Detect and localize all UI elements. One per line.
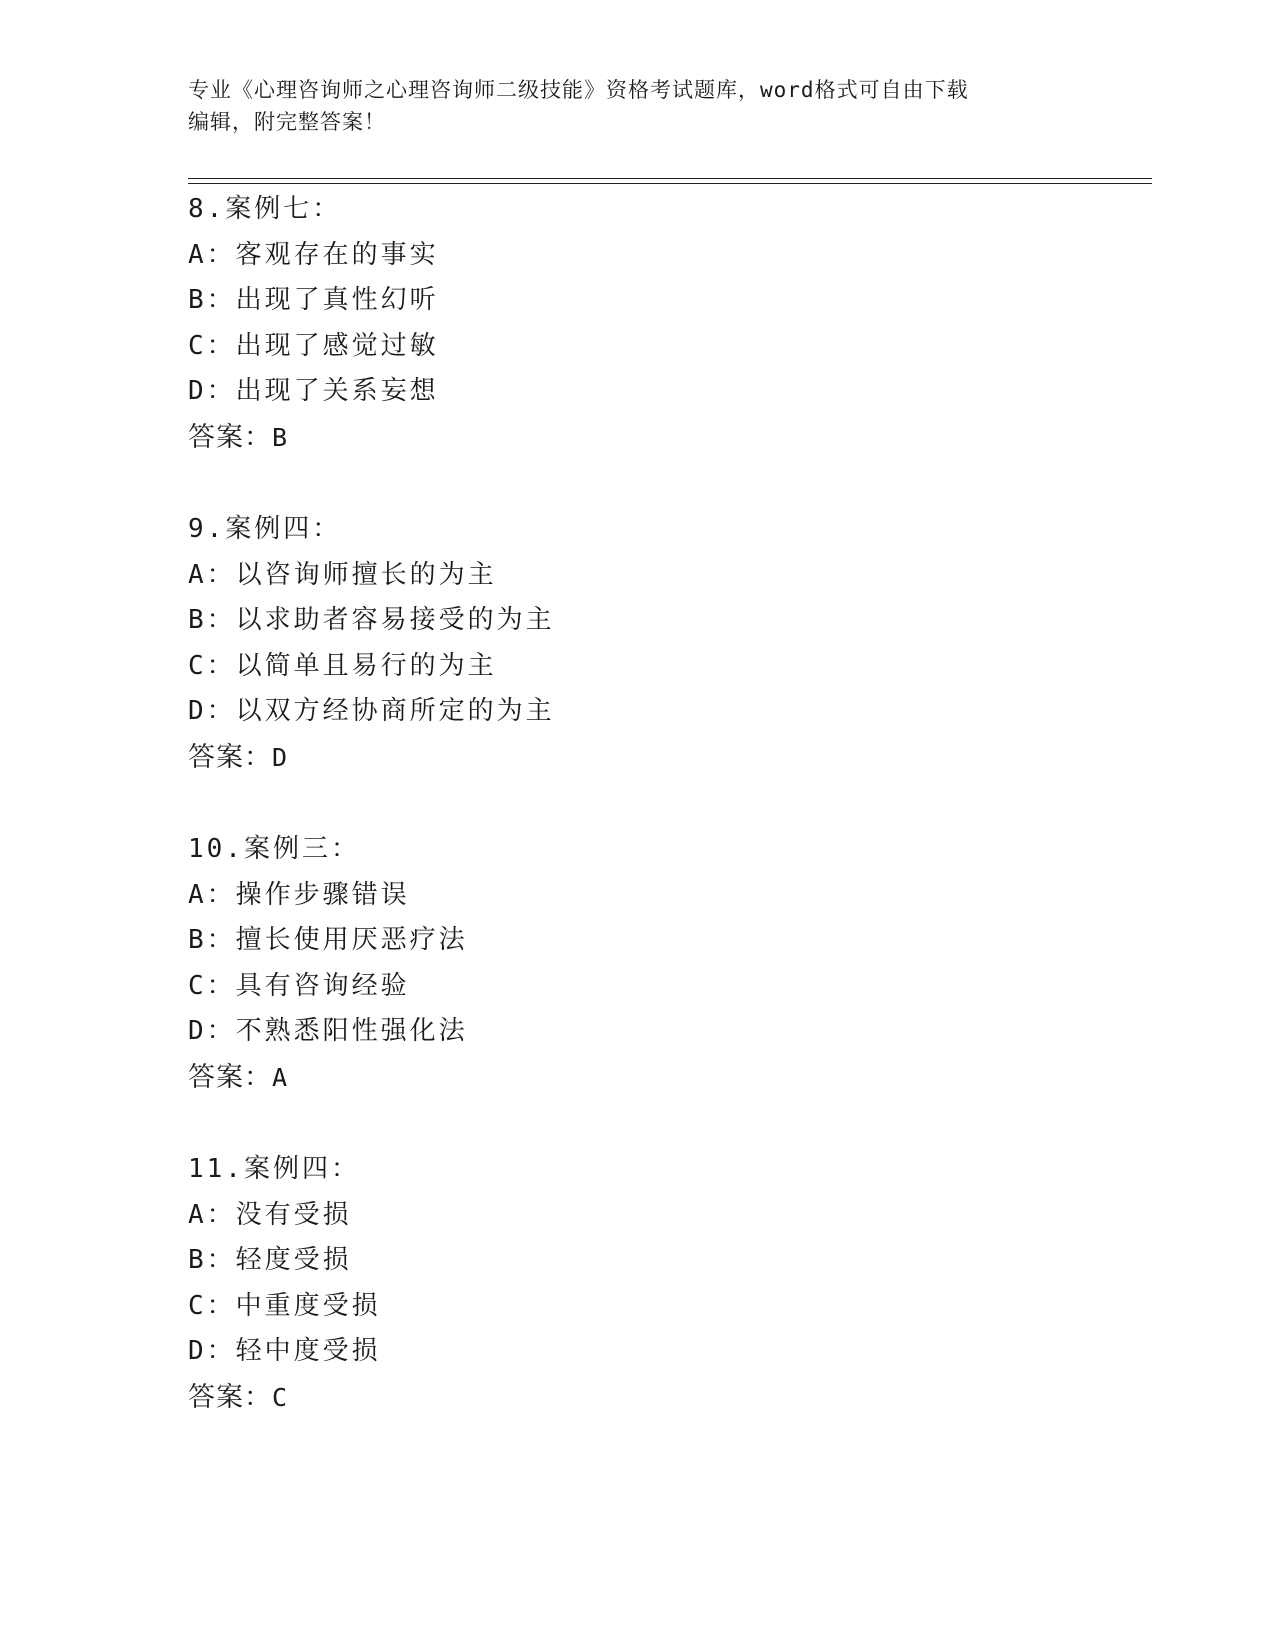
option-d: D：以双方经协商所定的为主 <box>188 696 555 727</box>
option-d: D：轻中度受损 <box>188 1336 381 1367</box>
option-a: A：操作步骤错误 <box>188 879 410 910</box>
answer-value: C <box>272 1382 289 1412</box>
header-line-1: 专业《心理咨询师之心理咨询师二级技能》资格考试题库，word格式可自由下载 <box>188 78 969 102</box>
option-a: A：以咨询师擅长的为主 <box>188 559 497 590</box>
answer-value: B <box>272 422 289 452</box>
answer-value: D <box>272 742 289 772</box>
answer-label: 答案： <box>188 1061 272 1093</box>
option-a: A：客观存在的事实 <box>188 239 439 270</box>
header-divider-top <box>188 178 1152 179</box>
answer-line <box>188 735 1088 781</box>
answer-line <box>188 1375 1088 1421</box>
option-b: B：出现了真性幻听 <box>188 285 439 316</box>
question-stem: 10.案例三： <box>188 834 360 864</box>
question-stem: 8.案例七： <box>188 194 342 224</box>
option-a: A：没有受损 <box>188 1199 352 1230</box>
option-c: C：以简单且易行的为主 <box>188 650 497 681</box>
question-block <box>188 827 1088 1101</box>
header-line-2: 编辑，附完整答案！ <box>188 110 386 134</box>
question-block <box>188 1147 1088 1421</box>
answer-line <box>188 415 1088 461</box>
answer-label: 答案： <box>188 421 272 453</box>
option-d: D：不熟悉阳性强化法 <box>188 1016 468 1047</box>
option-b: B：擅长使用厌恶疗法 <box>188 925 468 956</box>
option-b: B：轻度受损 <box>188 1245 352 1276</box>
option-c: C：中重度受损 <box>188 1290 381 1321</box>
answer-label: 答案： <box>188 741 272 773</box>
option-c: C：具有咨询经验 <box>188 970 410 1001</box>
answer-line <box>188 1055 1088 1101</box>
question-stem: 11.案例四： <box>188 1154 360 1184</box>
option-b: B：以求助者容易接受的为主 <box>188 605 555 636</box>
answer-label: 答案： <box>188 1381 272 1413</box>
answer-value: A <box>272 1062 289 1092</box>
question-block <box>188 507 1088 781</box>
option-c: C：出现了感觉过敏 <box>188 330 439 361</box>
option-d: D：出现了关系妄想 <box>188 376 439 407</box>
header-divider-bottom <box>188 183 1152 184</box>
question-block <box>188 187 1088 461</box>
document-header <box>188 74 1068 138</box>
question-stem: 9.案例四： <box>188 514 342 544</box>
